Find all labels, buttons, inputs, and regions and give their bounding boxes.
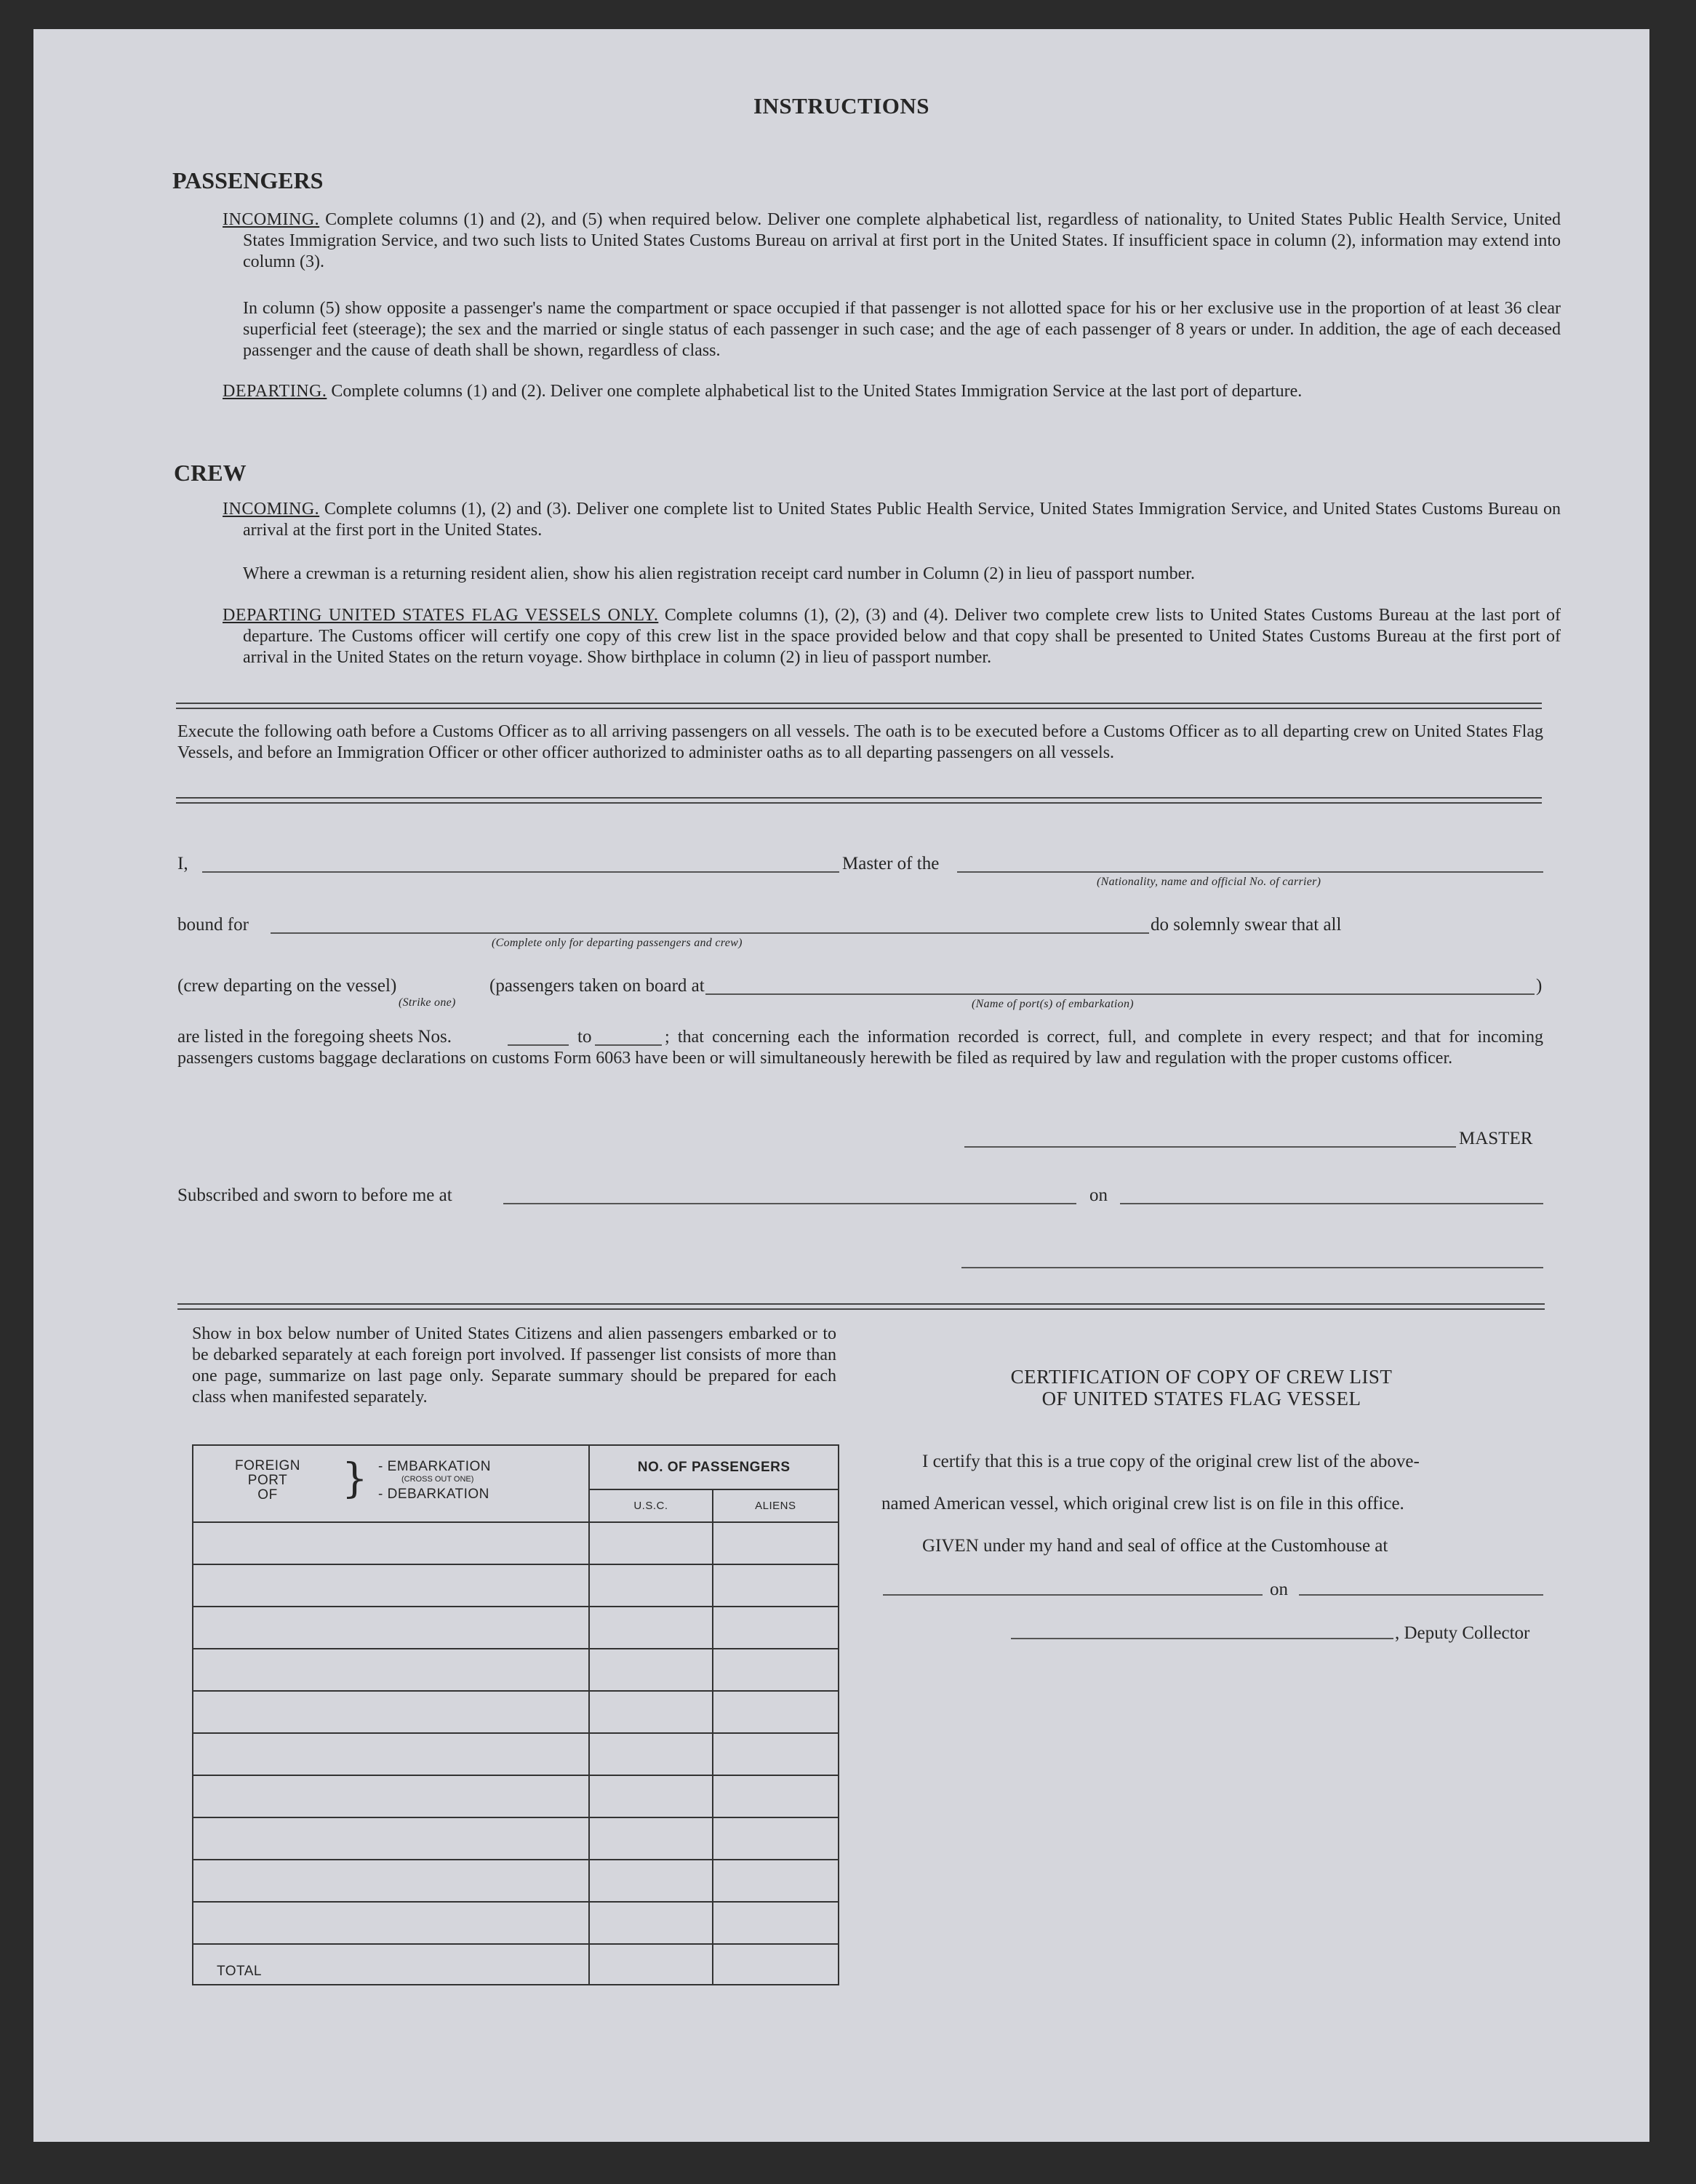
master-label: MASTER bbox=[1459, 1129, 1533, 1148]
port-cell[interactable] bbox=[193, 1522, 589, 1564]
table-header-row bbox=[193, 1445, 839, 1489]
officer-signature-field[interactable] bbox=[961, 1267, 1543, 1268]
port-cell[interactable] bbox=[193, 1902, 589, 1944]
total-usc-cell[interactable] bbox=[589, 1944, 712, 1985]
certify-line1: I certify that this is a true copy of the original crew list of the above- bbox=[922, 1452, 1420, 1471]
master-of-label: Master of the bbox=[842, 854, 940, 873]
usc-cell[interactable] bbox=[589, 1564, 712, 1607]
total-label: TOTAL bbox=[193, 1944, 589, 1985]
port-cell[interactable] bbox=[193, 1817, 589, 1860]
sworn-on-label: on bbox=[1089, 1185, 1108, 1205]
usc-cell[interactable] bbox=[589, 1860, 712, 1902]
customhouse-field[interactable] bbox=[883, 1594, 1263, 1596]
swear-label: do solemnly swear that all bbox=[1151, 915, 1342, 935]
table-row bbox=[193, 1649, 839, 1691]
usc-cell[interactable] bbox=[589, 1607, 712, 1649]
passengers-incoming-paragraph bbox=[223, 209, 1561, 273]
crew-heading: CREW bbox=[174, 460, 247, 486]
crew-incoming-lead: INCOMING. bbox=[223, 500, 320, 519]
aliens-header: ALIENS bbox=[713, 1489, 839, 1522]
deputy-collector-label: , Deputy Collector bbox=[1395, 1623, 1530, 1643]
sworn-place-field[interactable] bbox=[503, 1203, 1076, 1204]
crew-departing-text: Complete columns (1), (2), (3) and (4). Deliver two complete crew lists to United States Customs Bureau at the last port of departure. The Customs officer will certify one copy of this crew list in the space provided below and that copy shall be presented to United States Customs Bureau at the first port of arrival in the United States on the return voyage. Show birthplace in column (2) in lieu of passport number. bbox=[243, 606, 1561, 667]
port-cell[interactable] bbox=[193, 1607, 589, 1649]
crew-incoming-text: Complete columns (1), (2) and (3). Deliver one complete list to United States Public Health Service, United States Immigration Service, and United States Customs Bureau on arrival at the first port in the United States. bbox=[243, 500, 1561, 540]
table-row bbox=[193, 1817, 839, 1860]
master-signature-field[interactable] bbox=[964, 1146, 1456, 1148]
usc-cell[interactable] bbox=[589, 1817, 712, 1860]
aliens-cell[interactable] bbox=[713, 1902, 839, 1944]
table-row bbox=[193, 1522, 839, 1564]
no-passengers-header: NO. OF PASSENGERS bbox=[589, 1445, 839, 1489]
master-name-field[interactable] bbox=[202, 871, 839, 873]
aliens-cell[interactable] bbox=[713, 1775, 839, 1817]
aliens-cell[interactable] bbox=[713, 1860, 839, 1902]
port-cell[interactable] bbox=[193, 1860, 589, 1902]
embarkation-label: - EMBARKATION bbox=[378, 1459, 491, 1474]
carrier-field[interactable] bbox=[957, 871, 1543, 873]
embarkation-caption: (Name of port(s) of embarkation) bbox=[972, 998, 1134, 1010]
certification-on-label: on bbox=[1270, 1580, 1288, 1599]
passengers-incoming-lead: INCOMING. bbox=[223, 210, 320, 229]
certification-title-line2: OF UNITED STATES FLAG VESSEL bbox=[1041, 1388, 1361, 1409]
certification-title bbox=[881, 1366, 1521, 1409]
usc-cell[interactable] bbox=[589, 1775, 712, 1817]
oath-instructions: Execute the following oath before a Customs Officer as to all arriving passengers on all vessels. The oath is to be executed before a Customs Officer as to all departing crew on United States Flag Vessels, and before an Immigration Officer or other officer authorized to administer oaths as to all departing passengers on all vessels. bbox=[177, 722, 1543, 762]
crew-returning-paragraph bbox=[223, 564, 1561, 585]
table-row bbox=[193, 1691, 839, 1733]
aliens-cell[interactable] bbox=[713, 1522, 839, 1564]
passengers-column5-text: In column (5) show opposite a passenger's name the compartment or space occupied if that passenger is not allotted space for his or her exclusive use in the proportion of at least 36 clear superficial feet (steerage); the sex and the married or single status of each passenger in such case; and the age of each passenger of 8 years or under. In addition, the age of each deceased passenger and the cause of death shall be shown, regardless of class. bbox=[243, 299, 1561, 360]
aliens-cell[interactable] bbox=[713, 1817, 839, 1860]
total-row bbox=[193, 1944, 839, 1985]
table-row bbox=[193, 1860, 839, 1902]
usc-header: U.S.C. bbox=[589, 1489, 712, 1522]
table-row bbox=[193, 1607, 839, 1649]
aliens-cell[interactable] bbox=[713, 1733, 839, 1775]
crew-departing-label: (crew departing on the vessel) bbox=[177, 976, 397, 996]
deputy-collector-signature-field[interactable] bbox=[1011, 1638, 1393, 1639]
port-cell[interactable] bbox=[193, 1564, 589, 1607]
cross-out-label: (CROSS OUT ONE) bbox=[401, 1475, 474, 1484]
of-label: OF bbox=[257, 1487, 278, 1503]
oath-i-label: I, bbox=[177, 854, 188, 873]
passengers-heading: PASSENGERS bbox=[172, 167, 324, 193]
aliens-cell[interactable] bbox=[713, 1564, 839, 1607]
passengers-departing-lead: DEPARTING. bbox=[223, 382, 327, 401]
port-cell[interactable] bbox=[193, 1649, 589, 1691]
usc-cell[interactable] bbox=[589, 1733, 712, 1775]
passenger-summary-table bbox=[192, 1444, 839, 1985]
certification-title-line1: CERTIFICATION OF COPY OF CREW LIST bbox=[1010, 1366, 1393, 1388]
usc-cell[interactable] bbox=[589, 1649, 712, 1691]
usc-cell[interactable] bbox=[589, 1691, 712, 1733]
foreign-label: FOREIGN bbox=[234, 1458, 301, 1473]
total-aliens-cell[interactable] bbox=[713, 1944, 839, 1985]
given-text: GIVEN under my hand and seal of office at the Customhouse at bbox=[922, 1536, 1388, 1556]
subscribed-label: Subscribed and sworn to before me at bbox=[177, 1185, 452, 1205]
table-row bbox=[193, 1902, 839, 1944]
crew-departing-lead: DEPARTING UNITED STATES FLAG VESSELS ONLY. bbox=[223, 606, 659, 625]
port-cell[interactable] bbox=[193, 1733, 589, 1775]
listed-paragraph: ; that concerning each the information recorded is correct, full, and complete in every respect; and that for incoming passengers customs baggage declarations on customs Form 6063 have been or will simultaneously herewith be filed as required by law and regulation with the proper customs officer. bbox=[177, 1028, 1543, 1068]
crew-incoming-paragraph bbox=[223, 499, 1561, 541]
aliens-cell[interactable] bbox=[713, 1691, 839, 1733]
passengers-taken-label: (passengers taken on board at bbox=[489, 976, 705, 996]
certification-date-field[interactable] bbox=[1299, 1594, 1543, 1596]
carrier-caption: (Nationality, name and official No. of carrier) bbox=[1097, 876, 1321, 888]
double-rule-bottom bbox=[177, 1303, 1545, 1310]
close-paren: ) bbox=[1536, 976, 1543, 996]
port-cell[interactable] bbox=[193, 1691, 589, 1733]
aliens-cell[interactable] bbox=[713, 1649, 839, 1691]
bound-for-field[interactable] bbox=[271, 932, 1149, 934]
usc-cell[interactable] bbox=[589, 1902, 712, 1944]
sworn-date-field[interactable] bbox=[1120, 1203, 1543, 1204]
aliens-cell[interactable] bbox=[713, 1607, 839, 1649]
page-title: INSTRUCTIONS bbox=[753, 93, 929, 119]
bound-for-caption: (Complete only for departing passengers and crew) bbox=[492, 937, 743, 949]
passengers-departing-paragraph bbox=[223, 381, 1561, 402]
summary-instructions: Show in box below number of United States Citizens and alien passengers embarked or to be debarked separately at each foreign port involved. If passenger list consists of more than one page, summarize on last page only. Separate summary should be prepared for each class when manifested separately. bbox=[192, 1324, 836, 1407]
table-row bbox=[193, 1733, 839, 1775]
foreign-port-header bbox=[193, 1445, 589, 1522]
passengers-incoming-text: Complete columns (1) and (2), and (5) when required below. Deliver one complete alphabetical list, regardless of nationality, to United States Public Health Service, United States Immigration Service, and two such lists to United States Customs Bureau on arrival at first port in the United States. If insufficient space in column (2), information may extend into column (3). bbox=[243, 210, 1561, 271]
table-row bbox=[193, 1564, 839, 1607]
double-rule-top bbox=[176, 703, 1542, 709]
to-label: to bbox=[577, 1027, 592, 1047]
crew-departing-paragraph bbox=[223, 605, 1561, 668]
port-label: PORT bbox=[247, 1473, 288, 1488]
embarkation-port-field[interactable] bbox=[705, 993, 1535, 995]
double-rule-middle bbox=[176, 797, 1542, 804]
passengers-column5-paragraph bbox=[223, 298, 1561, 361]
bound-for-label: bound for bbox=[177, 915, 249, 935]
passengers-departing-text: Complete columns (1) and (2). Deliver one complete alphabetical list to the United States Immigration Service at the last port of departure. bbox=[331, 382, 1303, 401]
brace-icon: } bbox=[342, 1455, 368, 1503]
usc-cell[interactable] bbox=[589, 1522, 712, 1564]
table-row bbox=[193, 1775, 839, 1817]
debarkation-label: - DEBARKATION bbox=[378, 1487, 489, 1502]
form-page bbox=[33, 29, 1649, 2142]
strike-caption: (Strike one) bbox=[399, 996, 456, 1009]
certify-line2: named American vessel, which original crew list is on file in this office. bbox=[881, 1494, 1404, 1513]
crew-returning-text: Where a crewman is a returning resident alien, show his alien registration receipt card number in Column (2) in lieu of passport number. bbox=[243, 564, 1195, 583]
port-cell[interactable] bbox=[193, 1775, 589, 1817]
listed-label: are listed in the foregoing sheets Nos. bbox=[177, 1027, 452, 1047]
